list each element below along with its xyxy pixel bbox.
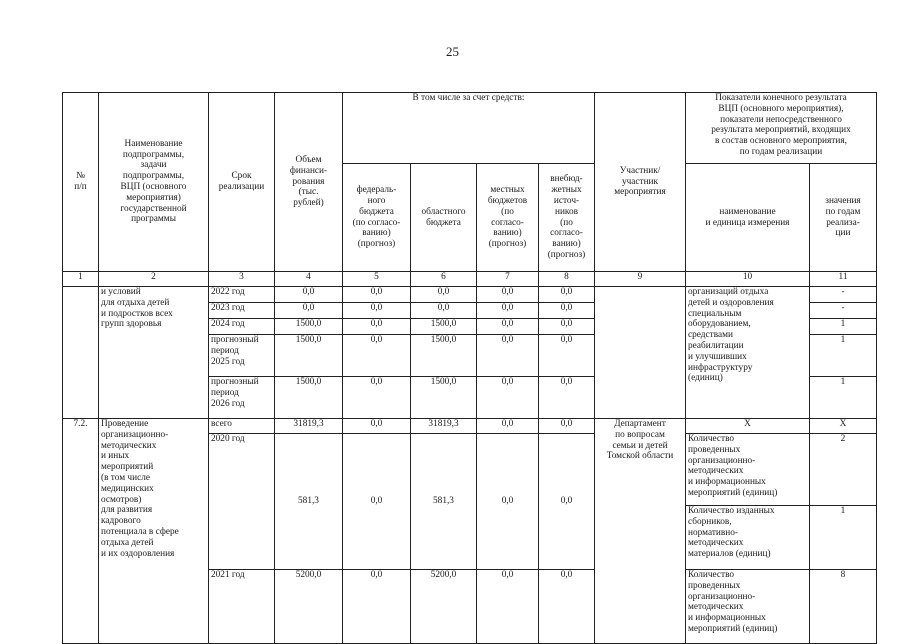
- extra-cell: 0,0: [539, 287, 595, 303]
- column-number: 5: [343, 272, 411, 287]
- extra-cell: 0,0: [539, 335, 595, 377]
- header-group-sources: В том числе за счет средств:: [343, 93, 595, 164]
- indicator-name: Количество изданных сборников, нормативно- методических материалов (единиц): [686, 506, 810, 570]
- header-col-indicator-value: значения по годам реализа- ции: [810, 164, 877, 272]
- column-number: 8: [539, 272, 595, 287]
- total-cell: 0,0: [275, 287, 343, 303]
- total-cell: 1500,0: [275, 335, 343, 377]
- regional-cell: 0,0: [411, 303, 477, 319]
- local-cell: 0,0: [477, 419, 539, 434]
- participant-cell: [595, 287, 686, 419]
- header-col-local: местных бюджетов (по согласо- ванию) (прогноз): [477, 164, 539, 272]
- regional-cell: 5200,0: [411, 570, 477, 644]
- column-number: 3: [209, 272, 275, 287]
- federal-cell: 0,0: [343, 419, 411, 434]
- period-cell: 2021 год: [209, 570, 275, 644]
- total-cell: 0,0: [275, 303, 343, 319]
- extra-cell: 0,0: [539, 434, 595, 570]
- column-number-row: [63, 272, 877, 287]
- federal-cell: 0,0: [343, 287, 411, 303]
- period-cell: прогнозный период 2026 год: [209, 377, 275, 419]
- regional-cell: 581,3: [411, 434, 477, 570]
- column-number: 11: [810, 272, 877, 287]
- regional-cell: 0,0: [411, 287, 477, 303]
- header-col-federal: федераль- ного бюджета (по согласо- ванию) (прогноз): [343, 164, 411, 272]
- federal-cell: 0,0: [343, 335, 411, 377]
- budget-table: [62, 92, 877, 644]
- period-cell: прогнозный период 2025 год: [209, 335, 275, 377]
- indicator-value: 1: [810, 319, 877, 335]
- local-cell: 0,0: [477, 287, 539, 303]
- federal-cell: 0,0: [343, 434, 411, 570]
- local-cell: 0,0: [477, 377, 539, 419]
- extra-cell: 0,0: [539, 377, 595, 419]
- local-cell: 0,0: [477, 570, 539, 644]
- indicator-name: Количество проведенных организационно- методических и информационных мероприятий (единиц): [686, 570, 810, 644]
- extra-cell: 0,0: [539, 570, 595, 644]
- header-group-indicators: Показатели конечного результата ВЦП (основного мероприятия), показатели непосредственного результата мероприятий, входящих в состав основного мероприятия, по годам реализации: [686, 93, 877, 164]
- federal-cell: 0,0: [343, 570, 411, 644]
- header-col-number: № п/п: [63, 93, 99, 272]
- measure-name: Проведение организационно- методических и иных мероприятий (в том числе медицинских осмотров) для развития кадрового потенциала в сфере отдыха детей и их оздоровления: [99, 419, 209, 644]
- local-cell: 0,0: [477, 303, 539, 319]
- period-cell: 2022 год: [209, 287, 275, 303]
- indicator-value: 1: [810, 377, 877, 419]
- federal-cell: 0,0: [343, 319, 411, 335]
- header-col-period: Срок реализации: [209, 93, 275, 272]
- period-cell: всего: [209, 419, 275, 434]
- column-number: 1: [63, 272, 99, 287]
- indicator-value: 2: [810, 434, 877, 506]
- column-number: 9: [595, 272, 686, 287]
- period-cell: 2023 год: [209, 303, 275, 319]
- column-number: 4: [275, 272, 343, 287]
- total-cell: 1500,0: [275, 377, 343, 419]
- page-number: 25: [446, 44, 459, 59]
- row-number-cell: 7.2.: [63, 419, 99, 644]
- total-cell: 581,3: [275, 434, 343, 570]
- period-cell: 2024 год: [209, 319, 275, 335]
- column-number: 2: [99, 272, 209, 287]
- local-cell: 0,0: [477, 319, 539, 335]
- column-number: 7: [477, 272, 539, 287]
- regional-cell: 1500,0: [411, 335, 477, 377]
- column-number: 6: [411, 272, 477, 287]
- indicator-value: Х: [810, 419, 877, 434]
- header-col-regional: областного бюджета: [411, 164, 477, 272]
- total-cell: 1500,0: [275, 319, 343, 335]
- indicator-name: организаций отдыха детей и оздоровления специальным оборудованием, средствами реабилитации и улучшивших инфраструктуру (единиц): [686, 287, 810, 419]
- total-cell: 31819,3: [275, 419, 343, 434]
- indicator-value: 1: [810, 506, 877, 570]
- header-col-indicator-name: наименование и единица измерения: [686, 164, 810, 272]
- regional-cell: 31819,3: [411, 419, 477, 434]
- indicator-value: -: [810, 303, 877, 319]
- participant-cell: Департамент по вопросам семьи и детей Томской области: [595, 419, 686, 644]
- local-cell: 0,0: [477, 434, 539, 570]
- federal-cell: 0,0: [343, 377, 411, 419]
- extra-cell: 0,0: [539, 419, 595, 434]
- header-col-total: Объем финанси- рования (тыс. рублей): [275, 93, 343, 272]
- indicator-value: -: [810, 287, 877, 303]
- period-cell: 2020 год: [209, 434, 275, 570]
- indicator-value: 8: [810, 570, 877, 644]
- extra-cell: 0,0: [539, 303, 595, 319]
- indicator-name: Х: [686, 419, 810, 434]
- column-number: 10: [686, 272, 810, 287]
- header-col-extra: внебюд- жетных источ- ников (по согласо- ванию) (прогноз): [539, 164, 595, 272]
- measure-name: и условий для отдыха детей и подростков всех групп здоровья: [99, 287, 209, 419]
- row-number-cell: [63, 287, 99, 419]
- indicator-name: Количество проведенных организационно- методических и информационных мероприятий (единиц): [686, 434, 810, 506]
- total-cell: 5200,0: [275, 570, 343, 644]
- indicator-value: 1: [810, 335, 877, 377]
- header-col-name: Наименование подпрограммы, задачи подпрограммы, ВЦП (основного мероприятия) государственной программы: [99, 93, 209, 272]
- local-cell: 0,0: [477, 335, 539, 377]
- extra-cell: 0,0: [539, 319, 595, 335]
- header-col-participant: Участник/ участник мероприятия: [595, 93, 686, 272]
- regional-cell: 1500,0: [411, 319, 477, 335]
- table-row: [63, 419, 877, 434]
- regional-cell: 1500,0: [411, 377, 477, 419]
- table-row: [63, 287, 877, 303]
- federal-cell: 0,0: [343, 303, 411, 319]
